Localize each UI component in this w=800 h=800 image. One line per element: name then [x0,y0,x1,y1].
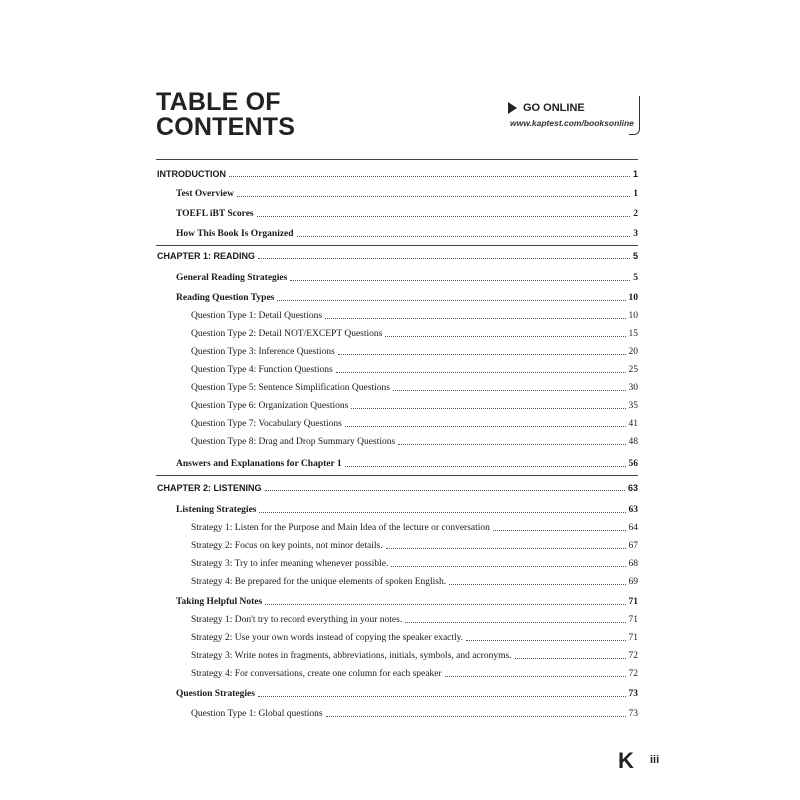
toc-entry-label: Question Type 5: Sentence Simplification Questions [191,383,390,393]
toc-subsection-entry[interactable] [191,522,638,534]
toc-subsection-entry[interactable] [191,382,638,394]
dot-leader [336,372,626,373]
toc-section-entry[interactable] [176,504,638,516]
toc-entry-label: Strategy 4: Be prepared for the unique elements of spoken English. [191,577,447,587]
toc-section-entry[interactable] [176,292,638,304]
toc-entry-page: 1 [632,169,638,179]
toc-entry-page: 25 [628,365,638,375]
dot-leader [449,584,625,585]
toc-entry-page: 10 [628,293,638,303]
toc-entry-label: Taking Helpful Notes [176,597,263,607]
toc-entry-label: Question Type 8: Drag and Drop Summary Questions [191,437,396,447]
toc-section-entry[interactable] [176,688,638,700]
toc-entry-page: 69 [628,577,638,587]
dot-leader [345,426,626,427]
toc-entry-page: 35 [628,401,638,411]
title-line-2: CONTENTS [156,113,296,141]
toc-subsection-entry[interactable] [191,310,638,322]
dot-leader [229,176,630,177]
toc-entry-label: Question Type 6: Organization Questions [191,401,349,411]
toc-entry-label: Question Type 7: Vocabulary Questions [191,419,342,429]
toc-entry-label: CHAPTER 2: LISTENING [157,483,262,493]
toc-entry-page: 5 [633,273,638,283]
toc-entry-label: Reading Question Types [176,293,275,303]
toc-entry-label: CHAPTER 1: READING [157,251,256,261]
toc-entry-label: How This Book Is Organized [176,229,294,239]
dot-leader [393,390,626,391]
toc-entry-page: 5 [632,251,638,261]
toc-entry-page: 67 [628,541,638,551]
online-url[interactable]: www.kaptest.com/booksonline [510,118,634,128]
toc-entry-page: 30 [628,383,638,393]
dot-leader [258,258,630,259]
toc-entry-label: Question Type 3: Inference Questions [191,347,335,357]
dot-leader [345,466,626,467]
play-arrow-icon [508,102,517,114]
dot-leader [297,236,631,237]
dot-leader [237,196,630,197]
toc-entry-page: 10 [628,311,638,321]
toc-subsection-entry[interactable] [191,436,638,448]
toc-entry-label: INTRODUCTION [157,169,226,179]
toc-entry-label: Strategy 4: For conversations, create one column for each speaker [191,669,442,679]
dot-leader [257,216,631,217]
toc-entry-label: Question Strategies [176,689,255,699]
toc-entry-label: Strategy 3: Write notes in fragments, abbreviations, initials, symbols, and acronyms. [191,651,512,661]
toc-subsection-entry[interactable] [191,400,638,412]
toc-entry-page: 73 [628,689,638,699]
toc-section-entry[interactable] [176,458,638,470]
toc-entry-page: 63 [628,505,638,515]
toc-subsection-entry[interactable] [191,650,638,662]
toc-subsection-entry[interactable] [191,708,638,720]
toc-entry-page: 71 [628,615,638,625]
go-online-callout [508,102,638,148]
toc-subsection-entry[interactable] [191,418,638,430]
toc-entry-label: Test Overview [176,189,234,199]
divider-chapter-1 [156,475,638,476]
toc-entry-label: Question Type 1: Global questions [191,709,323,719]
toc-entry-label: TOEFL iBT Scores [176,209,254,219]
toc-entry-label: Answers and Explanations for Chapter 1 [176,459,342,469]
toc-subsection-entry[interactable] [191,668,638,680]
dot-leader [338,354,626,355]
toc-section-entry[interactable] [176,596,638,608]
toc-entry-page: 1 [633,189,638,199]
dot-leader [466,640,625,641]
toc-entry-label: Strategy 2: Use your own words instead of copying the speaker exactly. [191,633,464,643]
toc-entry-label: Strategy 1: Don't try to record everything in your notes. [191,615,403,625]
toc-entry-page: 64 [628,523,638,533]
dot-leader [265,490,625,491]
toc-entry-label: Strategy 2: Focus on key points, not minor details. [191,541,383,551]
toc-subsection-entry[interactable] [191,614,638,626]
page-title [156,90,295,140]
toc-entry-page: 41 [628,419,638,429]
toc-entry-label: Strategy 1: Listen for the Purpose and Main Idea of the lecture or conversation [191,523,490,533]
toc-section-entry[interactable] [176,228,638,240]
toc-entry-label: General Reading Strategies [176,273,288,283]
toc-subsection-entry[interactable] [191,328,638,340]
toc-section-entry[interactable] [176,272,638,284]
toc-entry-label: Question Type 2: Detail NOT/EXCEPT Questions [191,329,383,339]
dot-leader [385,336,625,337]
dot-leader [277,300,625,301]
toc-subsection-entry[interactable] [191,558,638,570]
dot-leader [290,280,630,281]
dot-leader [351,408,625,409]
toc-entry-page: 15 [628,329,638,339]
toc-entry-label: Question Type 4: Function Questions [191,365,333,375]
toc-subsection-entry[interactable] [191,540,638,552]
divider-intro [156,245,638,246]
kaplan-logo: K [618,748,634,773]
toc-entry-page: 71 [628,633,638,643]
dot-leader [398,444,625,445]
page-number: iii [650,754,660,766]
toc-section-entry[interactable] [176,208,638,220]
dot-leader [326,716,626,717]
toc-entry-label: Question Type 1: Detail Questions [191,311,323,321]
toc-entry-page: 72 [628,669,638,679]
dot-leader [493,530,626,531]
toc-entry-page: 56 [628,459,638,469]
dot-leader [445,676,626,677]
toc-entry-page: 73 [628,709,638,719]
dot-leader [258,696,626,697]
toc-entry-page: 68 [628,559,638,569]
toc-entry-page: 63 [627,483,638,493]
toc-entry-label: Listening Strategies [176,505,257,515]
toc-entry-page: 48 [628,437,638,447]
dot-leader [265,604,625,605]
toc-subsection-entry[interactable] [191,346,638,358]
dot-leader [259,512,625,513]
toc-chapter-entry[interactable] [157,168,638,180]
toc-entry-page: 3 [633,229,638,239]
toc-chapter-entry[interactable] [157,250,638,262]
toc-subsection-entry[interactable] [191,364,638,376]
toc-subsection-entry[interactable] [191,576,638,588]
dot-leader [405,622,625,623]
callout-bracket [629,96,640,135]
toc-entry-page: 20 [628,347,638,357]
title-line-1: TABLE OF [156,88,281,116]
divider-top [156,159,638,160]
toc-chapter-entry[interactable] [157,482,638,494]
toc-entry-label: Strategy 3: Try to infer meaning whenever possible. [191,559,389,569]
toc-section-entry[interactable] [176,188,638,200]
dot-leader [386,548,626,549]
toc-entry-page: 72 [628,651,638,661]
go-online-label: GO ONLINE [523,102,585,114]
dot-leader [515,658,626,659]
toc-entry-page: 71 [628,597,638,607]
toc-entry-page: 2 [633,209,638,219]
dot-leader [325,318,625,319]
dot-leader [391,566,625,567]
toc-subsection-entry[interactable] [191,632,638,644]
